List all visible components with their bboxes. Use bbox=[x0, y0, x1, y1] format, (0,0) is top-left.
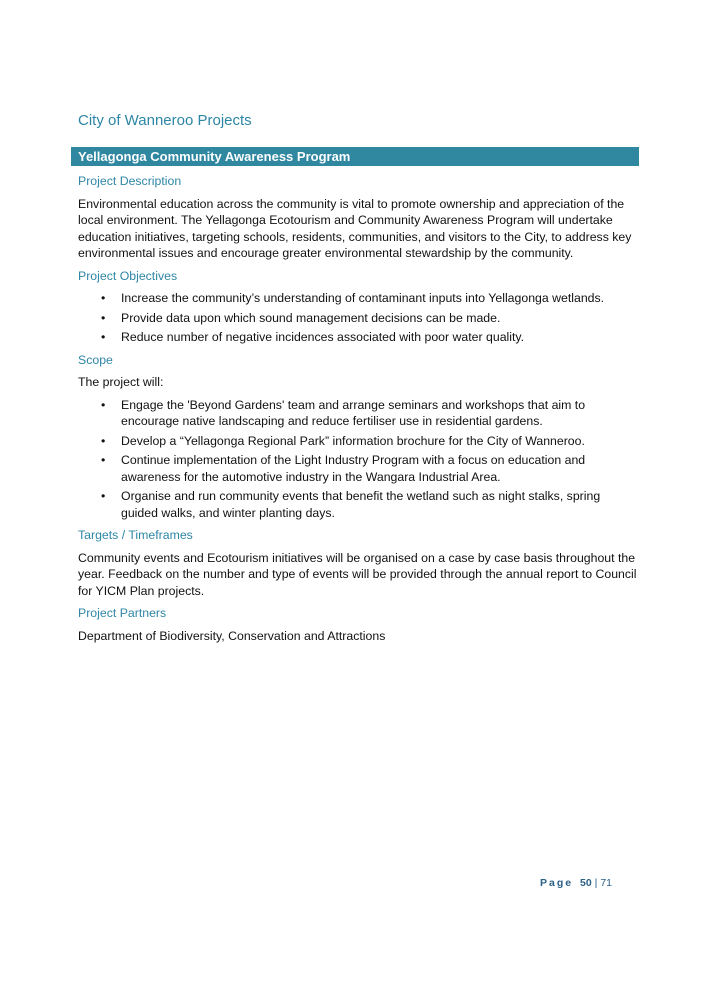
partners-text: Department of Biodiversity, Conservation and Attractions bbox=[78, 628, 386, 643]
list-item-text: Continue implementation of the Light Industry Program with a focus on education and awareness for the automotive industry in the Wangara Industrial Area. bbox=[121, 453, 586, 484]
bullet-icon: • bbox=[101, 489, 106, 503]
bullet-icon: • bbox=[101, 330, 106, 344]
list-item-text: Develop a “Yellagonga Regional Park” information brochure for the City of Wanneroo. bbox=[121, 433, 585, 448]
list-item bbox=[78, 433, 638, 450]
page-content bbox=[78, 173, 638, 650]
page-separator: | bbox=[594, 877, 598, 889]
list-item bbox=[78, 488, 638, 521]
description-heading: Project Description bbox=[78, 174, 182, 188]
targets-heading: Targets / Timeframes bbox=[78, 528, 193, 542]
bullet-icon: • bbox=[101, 433, 106, 448]
list-item bbox=[78, 290, 638, 307]
bullet-icon: • bbox=[101, 397, 106, 412]
list-item-text: Increase the community’s understanding of contaminant inputs into Yellagonga wetlands. bbox=[121, 291, 605, 305]
scope-heading: Scope bbox=[78, 352, 113, 367]
bullet-icon: • bbox=[101, 310, 106, 325]
description-text: Environmental education across the community is vital to promote ownership and appreciation of the local environment. The Yellagonga Ecotourism and Community Awareness Program will undertake education initiatives, targeting schools, residents, communities, and visitors to the City, to address key environmental issues and encourage greater environmental stewardship by the community. bbox=[78, 196, 632, 260]
scope-intro: The project will: bbox=[78, 375, 164, 389]
list-item bbox=[78, 310, 638, 327]
list-item-text: Reduce number of negative incidences associated with poor water quality. bbox=[121, 330, 525, 344]
partners-heading: Project Partners bbox=[78, 606, 167, 620]
targets-text: Community events and Ecotourism initiatives will be organised on a case by case basis throughout the year. Feedback on the number and type of events will be provided through the annual report to Council for YICM Plan projects. bbox=[78, 550, 637, 598]
scope-list bbox=[78, 397, 638, 522]
page-number: 50 bbox=[580, 877, 592, 889]
list-item bbox=[78, 329, 638, 346]
objectives-heading: Project Objectives bbox=[78, 268, 178, 283]
bullet-icon: • bbox=[101, 453, 106, 467]
page-word: Page bbox=[540, 877, 574, 889]
page-footer bbox=[540, 877, 612, 889]
total-pages: 71 bbox=[600, 877, 612, 889]
program-title-banner: Yellagonga Community Awareness Program bbox=[71, 147, 639, 166]
list-item-text: Organise and run community events that benefit the wetland such as night stalks, spring guided walks, and winter planting days. bbox=[121, 489, 601, 520]
list-item-text: Engage the 'Beyond Gardens' team and arrange seminars and workshops that aim to encourage native landscaping and reduce fertiliser use in residential gardens. bbox=[121, 397, 586, 428]
list-item bbox=[78, 397, 638, 430]
list-item-text: Provide data upon which sound management decisions can be made. bbox=[121, 310, 501, 325]
objectives-list bbox=[78, 290, 638, 346]
bullet-icon: • bbox=[101, 291, 106, 305]
section-title: City of Wanneroo Projects bbox=[78, 112, 252, 129]
list-item bbox=[78, 452, 638, 485]
